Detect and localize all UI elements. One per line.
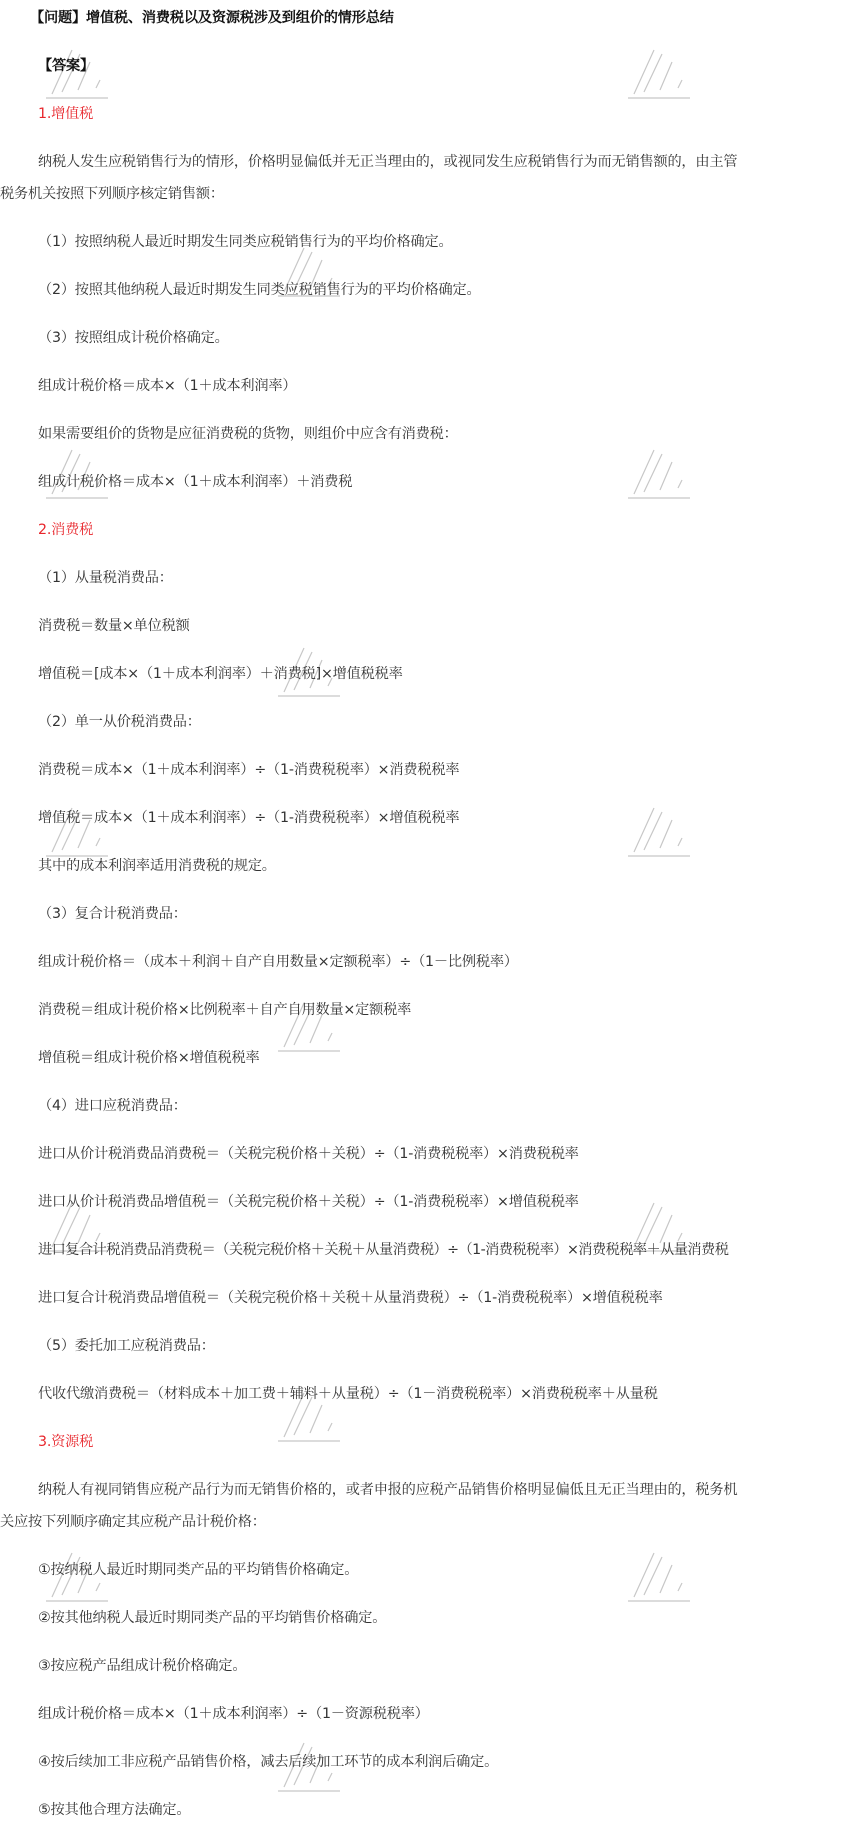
watermark-mark	[620, 1545, 700, 1609]
resource-intro-line2: 关应按下列顺序确定其应税产品计税价格：	[0, 1514, 266, 1530]
resource-intro-line1: 纳税人有视同销售应税产品行为而无销售价格的，或者申报的应税产品销售价格明显偏低且无正当理由的，税务机	[38, 1482, 738, 1498]
section-heading-vat: 1.增值税	[38, 106, 94, 122]
consumption-note: 其中的成本利润率适用消费税的规定。	[38, 858, 276, 874]
consumption-formula: 增值税＝成本×（1＋成本利润率）÷（1-消费税税率）×增值税税率	[38, 810, 460, 826]
watermark-mark	[620, 42, 700, 106]
consumption-formula: 进口复合计税消费品消费税＝（关税完税价格＋关税＋从量消费税）÷（1-消费税税率）×消费税税率＋从量消费税	[38, 1242, 729, 1258]
resource-item-1: ①按纳税人最近时期同类产品的平均销售价格确定。	[38, 1562, 359, 1578]
watermark-mark	[620, 442, 700, 506]
vat-formula-1: 组成计税价格＝成本×（1＋成本利润率）	[38, 378, 297, 394]
vat-item-3: （3）按照组成计税价格确定。	[38, 330, 229, 346]
vat-item-2: （2）按照其他纳税人最近时期发生同类应税销售行为的平均价格确定。	[38, 282, 481, 298]
consumption-formula: 进口从价计税消费品消费税＝（关税完税价格＋关税）÷（1-消费税税率）×消费税税率	[38, 1146, 579, 1162]
consumption-formula: 增值税＝组成计税价格×增值税税率	[38, 1050, 260, 1066]
resource-item-4: ④按后续加工非应税产品销售价格，减去后续加工环节的成本利润后确定。	[38, 1754, 499, 1770]
consumption-formula: 消费税＝组成计税价格×比例税率＋自产自用数量×定额税率	[38, 1002, 412, 1018]
section-heading-resource: 3.资源税	[38, 1434, 94, 1450]
consumption-formula: 组成计税价格＝（成本＋利润＋自产自用数量×定额税率）÷（1－比例税率）	[38, 954, 518, 970]
vat-intro-line1: 纳税人发生应税销售行为的情形，价格明显偏低并无正当理由的，或视同发生应税销售行为而无销售额的，由主管	[38, 154, 738, 170]
consumption-sub-3: （3）复合计税消费品：	[38, 906, 187, 922]
consumption-sub-5: （5）委托加工应税消费品：	[38, 1338, 215, 1354]
resource-item-2: ②按其他纳税人最近时期同类产品的平均销售价格确定。	[38, 1610, 387, 1626]
resource-item-3: ③按应税产品组成计税价格确定。	[38, 1658, 247, 1674]
consumption-sub-1: （1）从量税消费品：	[38, 570, 173, 586]
question-title: 【问题】增值税、消费税以及资源税涉及到组价的情形总结	[30, 10, 394, 26]
resource-item-5: ⑤按其他合理方法确定。	[38, 1802, 191, 1818]
watermark-mark	[620, 800, 700, 864]
consumption-formula: 增值税＝[成本×（1＋成本利润率）＋消费税]×增值税税率	[38, 666, 403, 682]
consumption-sub-2: （2）单一从价税消费品：	[38, 714, 201, 730]
vat-formula-2: 组成计税价格＝成本×（1＋成本利润率）＋消费税	[38, 474, 353, 490]
consumption-formula: 代收代缴消费税＝（材料成本＋加工费＋辅料＋从量税）÷（1－消费税税率）×消费税税率＋从量税	[38, 1386, 658, 1402]
consumption-formula: 进口从价计税消费品增值税＝（关税完税价格＋关税）÷（1-消费税税率）×增值税税率	[38, 1194, 579, 1210]
resource-formula: 组成计税价格＝成本×（1＋成本利润率）÷（1－资源税税率）	[38, 1706, 429, 1722]
section-heading-consumption: 2.消费税	[38, 522, 94, 538]
consumption-formula: 进口复合计税消费品增值税＝（关税完税价格＋关税＋从量消费税）÷（1-消费税税率）×增值税税率	[38, 1290, 663, 1306]
consumption-formula: 消费税＝数量×单位税额	[38, 618, 190, 634]
consumption-formula: 消费税＝成本×（1＋成本利润率）÷（1-消费税税率）×消费税税率	[38, 762, 460, 778]
vat-item-1: （1）按照纳税人最近时期发生同类应税销售行为的平均价格确定。	[38, 234, 453, 250]
consumption-sub-4: （4）进口应税消费品：	[38, 1098, 187, 1114]
vat-note: 如果需要组价的货物是应征消费税的货物，则组价中应含有消费税：	[38, 426, 458, 442]
vat-intro-line2: 税务机关按照下列顺序核定销售额：	[0, 186, 224, 202]
answer-label: 【答案】	[38, 58, 94, 74]
